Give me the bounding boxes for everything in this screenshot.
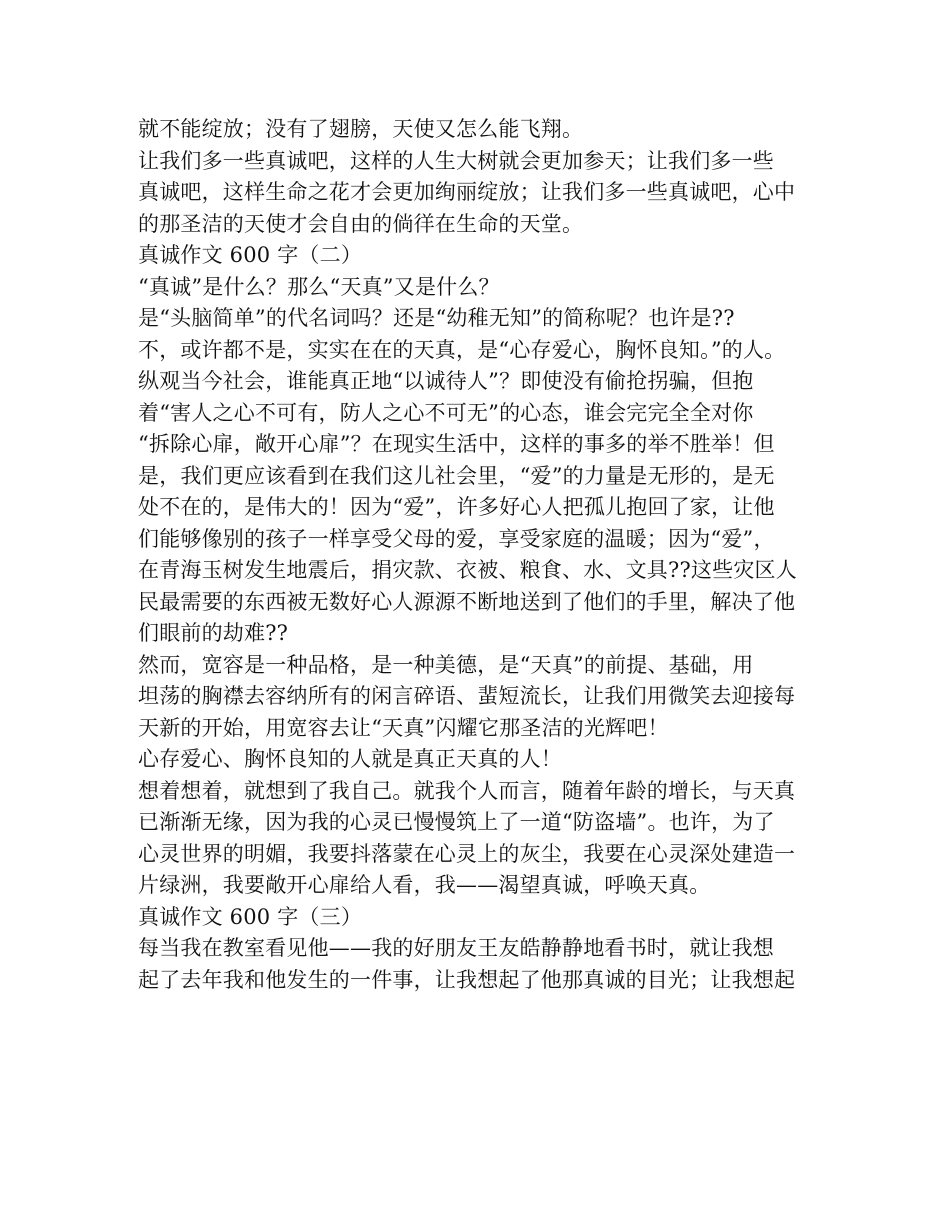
text-line: 天新的开始，用宽容去让“天真”闪耀它那圣洁的光辉吧！ [138, 715, 669, 740]
section-heading: 真诚作文 600 字（三） [138, 904, 363, 929]
text-line: 是“头脑简单”的代名词吗？还是“幼稚无知”的简称呢？也许是?? [138, 306, 735, 330]
text-line: 坦荡的胸襟去容纳所有的闲言碎语、蜚短流长，让我们用微笑去迎接每 [138, 684, 796, 708]
text-line: 每当我在教室看见他——我的好朋友王友皓静静地看书时，就让我想 [138, 936, 774, 960]
body-text [138, 114, 828, 996]
text-line: 们能够像别的孩子一样享受父母的爱，享受家庭的温暖；因为“爱”， [138, 526, 775, 551]
text-line: “真诚”是什么？那么“天真”又是什么？ [138, 274, 500, 299]
text-line: 想着想着，就想到了我自己。就我个人而言，随着年龄的增长，与天真 [138, 778, 796, 803]
text-line: 让我们多一些真诚吧，这样的人生大树就会更加参天；让我们多一些 [138, 148, 774, 173]
text-line: 纵观当今社会，谁能真正地“以诚待人”？即使没有偷抢拐骗，但抱 [138, 369, 754, 393]
text-line: 不，或许都不是，实实在在的天真，是“心存爱心，胸怀良知。”的人。 [138, 337, 786, 362]
text-line: 心存爱心、胸怀良知的人就是真正天真的人！ [138, 747, 562, 771]
text-line: 就不能绽放；没有了翅膀，天使又怎么能飞翔。 [138, 117, 584, 141]
text-line: 起了去年我和他发生的一件事，让我想起了他那真诚的目光；让我想起 [138, 967, 796, 992]
text-line: 然而，宽容是一种品格，是一种美德，是“天真”的前提、基础，用 [138, 652, 754, 677]
text-line: 着“害人之心不可有，防人之心不可无”的心态，谁会完完全全对你 [138, 400, 754, 425]
text-line: 民最需要的东西被无数好心人源源不断地送到了他们的手里，解决了他 [138, 589, 796, 614]
text-line: 处不在的，是伟大的！因为“爱”，许多好心人把孤儿抱回了家，让他 [138, 495, 775, 519]
text-line: 在青海玉树发生地震后，捐灾款、衣被、粮食、水、文具??这些灾区人 [138, 558, 797, 582]
text-line: 片绿洲，我要敞开心扉给人看，我——渴望真诚，呼唤天真。 [138, 873, 711, 897]
text-line: 已渐渐无缘，因为我的心灵已慢慢筑上了一道“防盗墙”。也许，为了 [138, 810, 775, 834]
text-line: 的那圣洁的天使才会自由的倘徉在生命的天堂。 [138, 211, 584, 236]
text-line: 真诚吧，这样生命之花才会更加绚丽绽放；让我们多一些真诚吧，心中 [138, 180, 796, 204]
text-line: 们眼前的劫难?? [138, 621, 289, 645]
section-heading: 真诚作文 600 字（二） [138, 243, 363, 267]
text-line: 心灵世界的明媚，我要抖落蒙在心灵上的灰尘，我要在心灵深处建造一 [138, 841, 796, 866]
text-line: “拆除心扉，敞开心扉”？在现实生活中，这样的事多的举不胜举！但 [138, 432, 775, 456]
text-line: 是，我们更应该看到在我们这儿社会里，“爱”的力量是无形的，是无 [138, 463, 775, 488]
